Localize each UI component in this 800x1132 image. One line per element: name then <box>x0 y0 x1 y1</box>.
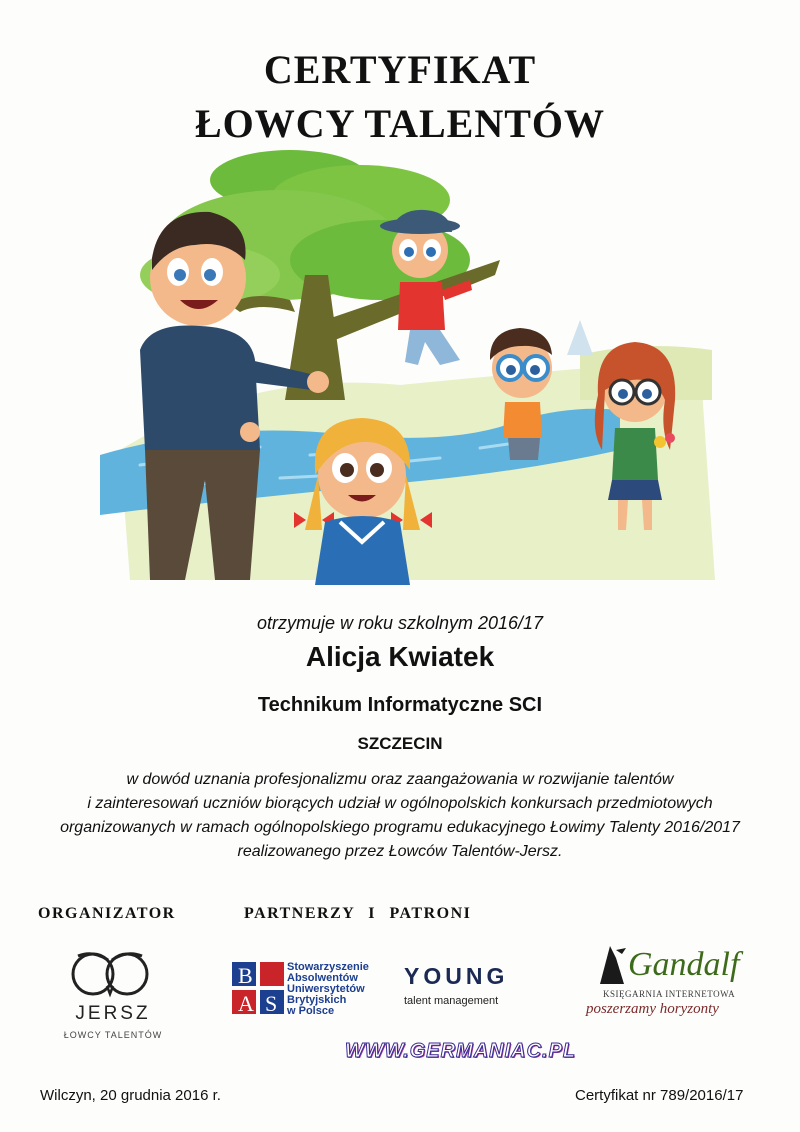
gandalf-logo-slogan: poszerzamy horyzonty <box>586 1001 719 1017</box>
young-logo-subtitle: talent management <box>404 995 499 1007</box>
bas-text-line: w Polsce <box>287 1005 335 1017</box>
award-subtitle: otrzymuje w roku szkolnym 2016/17 <box>256 613 544 633</box>
description-line: i zainteresowań uczniów biorących udział w ogólnopolskich konkursach przedmiotowych <box>87 795 713 812</box>
jersz-owl-logo <box>60 948 160 1000</box>
gandalf-logo-name: Gandalf <box>628 946 740 983</box>
bas-letter-a: A <box>238 991 254 1014</box>
bas-text-line: Stowarzyszenie <box>287 961 369 973</box>
bas-logo-text <box>287 962 369 1017</box>
gandalf-wizard-icon <box>592 944 632 986</box>
partners-heading: PARTNERZY I PATRONI <box>244 905 472 922</box>
recipient-name: Alicja Kwiatek <box>305 641 495 672</box>
award-description <box>40 768 760 864</box>
certificate-title-line1: CERTYFIKAT <box>263 47 537 92</box>
illustration-children-by-river <box>100 150 720 590</box>
germaniac-logo: WWW.GERMANIAC.PL <box>345 1040 577 1062</box>
bas-letter-s: S <box>265 991 278 1014</box>
bas-logo <box>232 962 284 1014</box>
certificate-title-line2: ŁOWCY TALENTÓW <box>195 101 605 146</box>
young-logo-name: YOUNG <box>404 963 509 989</box>
bas-text-line: Absolwentów <box>287 972 358 984</box>
gandalf-logo-subtitle: KSIĘGARNIA INTERNETOWA <box>603 989 736 999</box>
bas-text-line: Uniwersytetów <box>287 983 365 995</box>
place-and-date: Wilczyn, 20 grudnia 2016 r. <box>40 1087 221 1104</box>
organizer-heading: ORGANIZATOR <box>38 905 176 922</box>
jersz-logo-name: JERSZ <box>75 1003 151 1024</box>
bas-text-line: Brytyjskich <box>287 994 347 1006</box>
recipient-city: SZCZECIN <box>357 734 443 753</box>
bas-letter-b: B <box>238 963 253 988</box>
description-line: w dowód uznania profesjonalizmu oraz zaangażowania w rozwijanie talentów <box>126 771 674 788</box>
recipient-school: Technikum Informatyczne SCI <box>257 694 543 716</box>
jersz-logo-subtitle: ŁOWCY TALENTÓW <box>63 1030 163 1040</box>
certificate-number: Certyfikat nr 789/2016/17 <box>575 1087 744 1104</box>
description-line: organizowanych w ramach ogólnopolskiego programu edukacyjnego Łowimy Talenty 2016/2017 <box>60 819 740 836</box>
description-line: realizowanego przez Łowców Talentów-Jersz. <box>237 843 563 860</box>
